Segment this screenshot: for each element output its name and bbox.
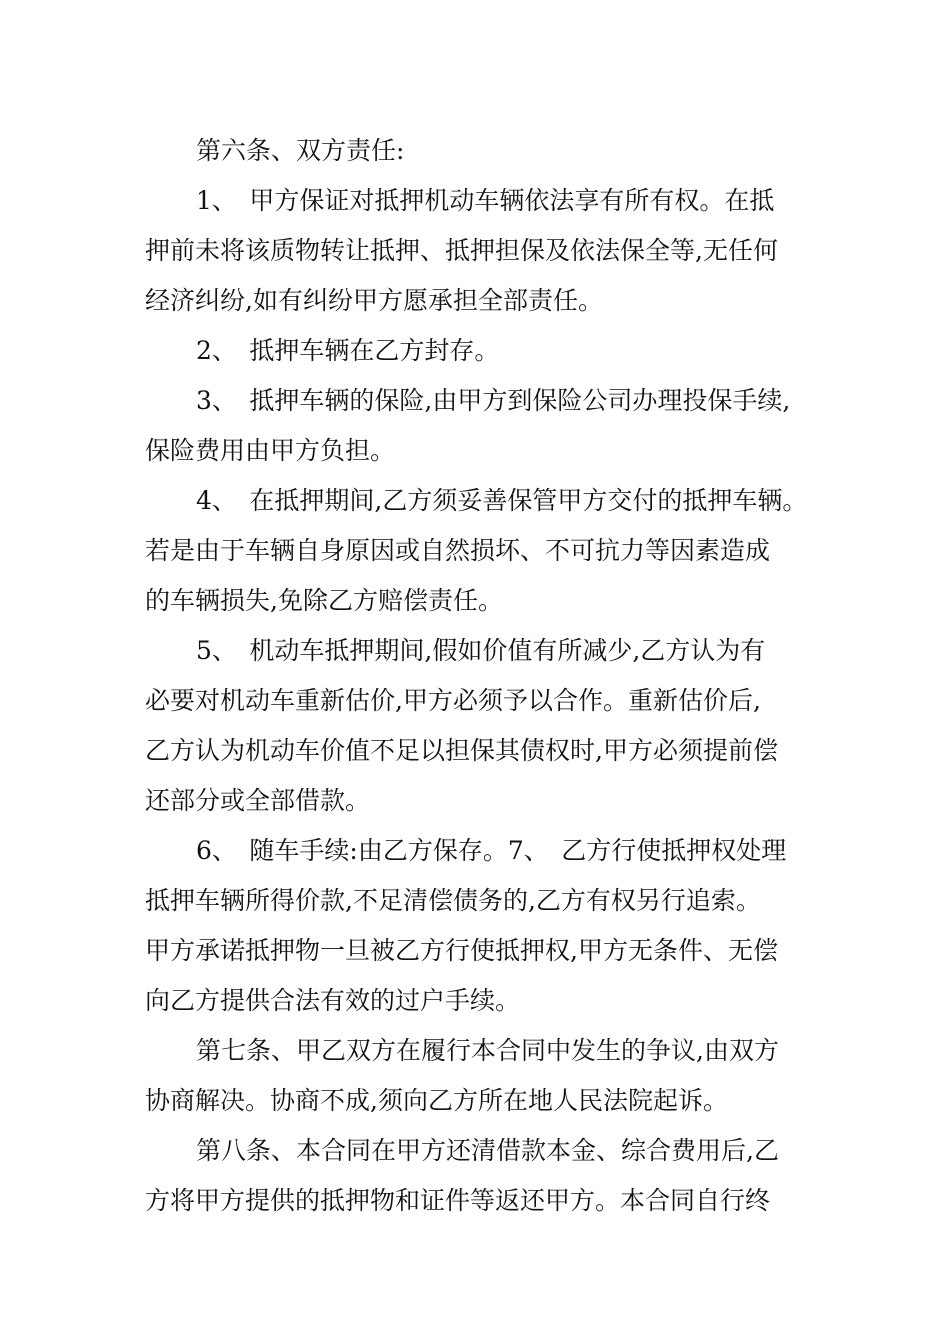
clause-7-line-3: 甲方承诺抵押物一旦被乙方行使抵押权,甲方无条件、无偿 bbox=[145, 936, 778, 965]
clause-2-line-1: 2、 抵押车辆在乙方封存。 bbox=[196, 336, 500, 365]
article-8-line-2: 方将甲方提供的抵押物和证件等返还甲方。本合同自行终 bbox=[145, 1186, 771, 1215]
clause-6-7-line-1: 6、 随车手续:由乙方保存。7、 乙方行使抵押权处理 bbox=[196, 836, 787, 865]
clause-5-line-4: 还部分或全部借款。 bbox=[145, 786, 371, 815]
clause-5-line-3: 乙方认为机动车价值不足以担保其债权时,甲方必须提前偿 bbox=[145, 736, 778, 765]
clause-1-line-3: 经济纠纷,如有纠纷甲方愿承担全部责任。 bbox=[145, 286, 603, 315]
clause-5-line-2: 必要对机动车重新估价,甲方必须予以合作。重新估价后, bbox=[145, 686, 761, 715]
clause-4-line-2: 若是由于车辆自身原因或自然损坏、不可抗力等因素造成 bbox=[145, 536, 771, 565]
clause-1-line-2: 押前未将该质物转让抵押、抵押担保及依法保全等,无任何 bbox=[145, 236, 778, 265]
clause-3-line-1: 3、 抵押车辆的保险,由甲方到保险公司办理投保手续, bbox=[196, 386, 791, 415]
clause-7-line-4: 向乙方提供合法有效的过户手续。 bbox=[145, 986, 521, 1015]
clause-4-line-3: 的车辆损失,免除乙方赔偿责任。 bbox=[145, 586, 503, 615]
clause-3-line-2: 保险费用由甲方负担。 bbox=[145, 436, 396, 465]
article-6-heading: 第六条、双方责任: bbox=[196, 136, 405, 165]
clause-5-line-1: 5、 机动车抵押期间,假如价值有所减少,乙方认为有 bbox=[196, 636, 766, 665]
article-7-line-2: 协商解决。协商不成,须向乙方所在地人民法院起诉。 bbox=[145, 1086, 728, 1115]
article-7-line-1: 第七条、甲乙双方在履行本合同中发生的争议,由双方 bbox=[196, 1036, 779, 1065]
clause-4-line-1: 4、 在抵押期间,乙方须妥善保管甲方交付的抵押车辆。 bbox=[196, 486, 808, 515]
article-8-line-1: 第八条、本合同在甲方还清借款本金、综合费用后,乙 bbox=[196, 1136, 779, 1165]
clause-7-line-2: 抵押车辆所得价款,不足清偿债务的,乙方有权另行追索。 bbox=[145, 886, 761, 915]
clause-1-line-1: 1、 甲方保证对抵押机动车辆依法享有所有权。在抵 bbox=[196, 186, 775, 215]
